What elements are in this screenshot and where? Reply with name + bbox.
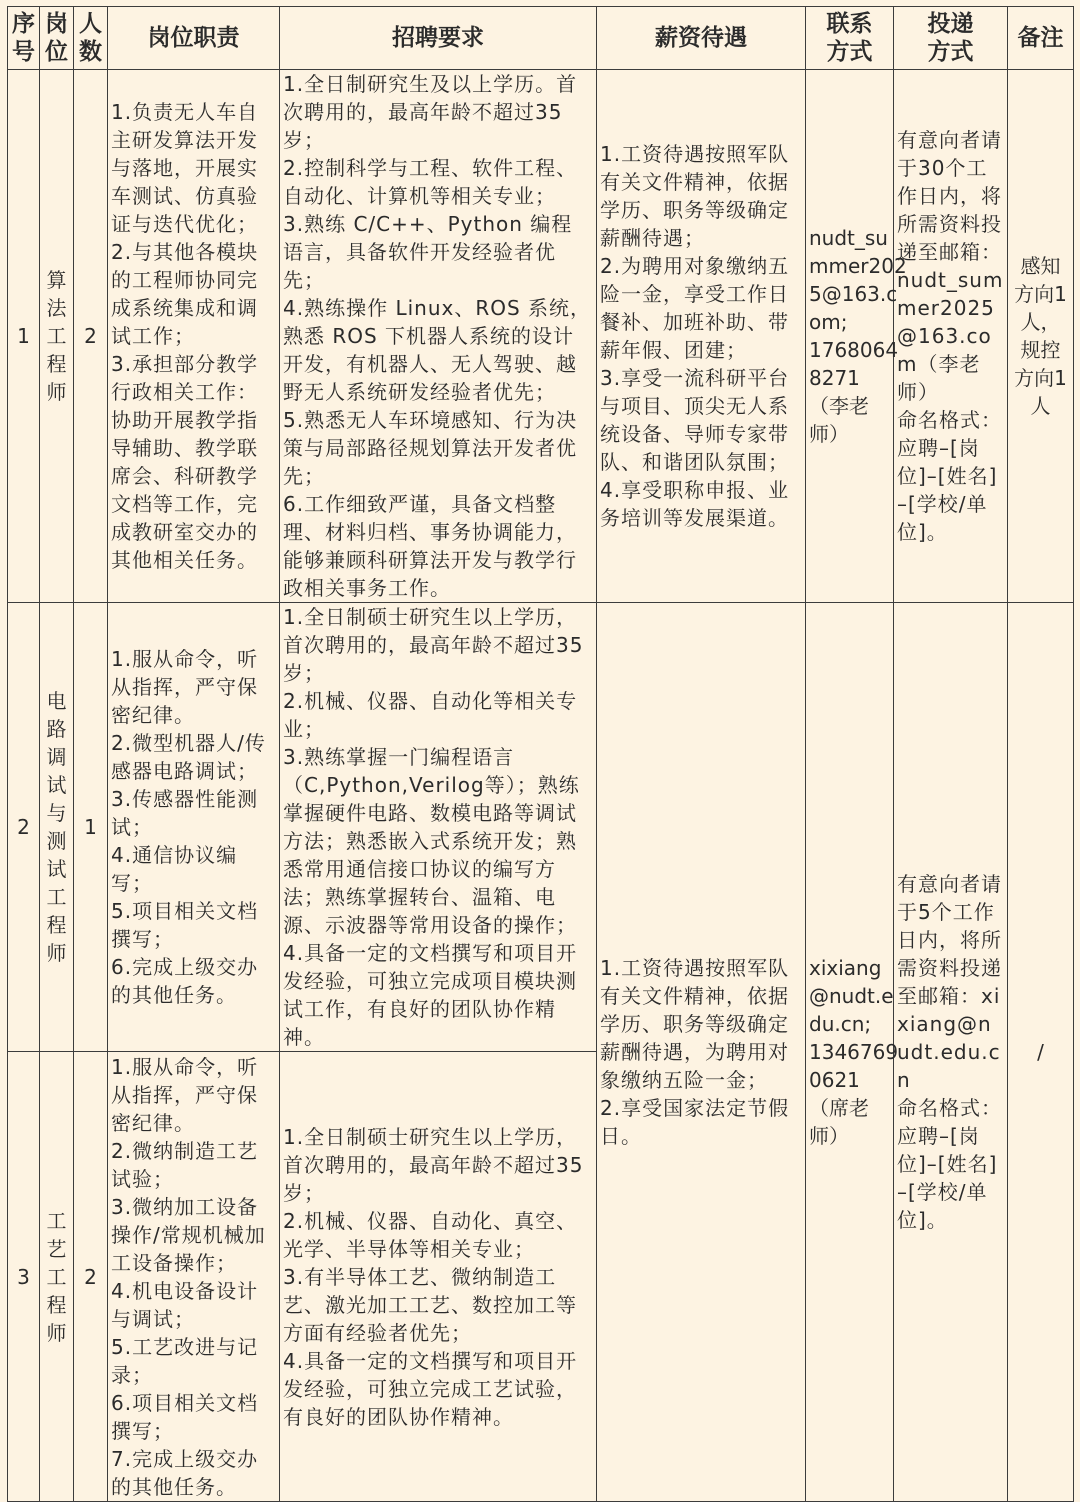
row-requirements: 1.全日制研究生及以上学历。首次聘用的，最高年龄不超过35岁； 2.控制科学与工程、软件工程、自动化、计算机等相关专业； 3.熟练 C/C++、Python 编程语言，具备软件开发经验者优先； 4.熟练操作 Linux、ROS 系统，熟悉 ROS 下机器人系统的设计开发，有机器人、无人驾驶、越野无人系统研发经验者优先； 5.熟悉无人车环境感知、行为决策与局部路径规划算法开发者优先； 6.工作细致严谨，具备文档整理、材料归档、事务协调能力，能够兼顾科研算法开发与教学行政相关事务工作。 [283, 72, 592, 600]
header-salary: 薪资待遇 [655, 25, 747, 51]
header-row [8, 7, 1074, 70]
row-salary: 1.工资待遇按照军队有关文件精神，依据学历、职务等级确定薪酬待遇； 2.为聘用对象缴纳五险一金，享受工作日餐补、加班补助、带薪年假、团建； 3.享受一流科研平台与项目、顶尖无人系统设备、导师专家带队、和谐团队氛围； 4.享受职称申报、业务培训等发展渠道。 [600, 142, 790, 530]
row-position: 算 法 工 程 师 [46, 268, 67, 404]
header-count: 人 数 [79, 11, 102, 65]
header-seq: 序 号 [12, 11, 35, 65]
row-requirements: 1.全日制硕士研究生以上学历，首次聘用的，最高年龄不超过35岁； 2.机械、仪器、自动化等相关专业； 3.熟练掌握一门编程语言（C,Python,Verilog等）；熟练掌握硬件电路、数模电路等调试方法；熟悉嵌入式系统开发；熟悉常用通信接口协议的编写方法；熟练掌握转台、温箱、电源、示波器等常用设备的操作； 4.具备一定的文档撰写和项目开发经验，可独立完成项目模块测试工作，有良好的团队协作精神。 [283, 605, 584, 1049]
header-delivery: 投递 方式 [927, 11, 974, 65]
header-duties: 岗位职责 [147, 25, 240, 51]
row-contact: nudt_su mmer202 5@163.c om; 1768064 8271 （李老 师） [809, 226, 907, 446]
row-duties: 1.服从命令，听从指挥，严守保密纪律。 2.微型机器人/传感器电路调试； 3.传感器性能测试； 4.通信协议编写； 5.项目相关文档撰写； 6.完成上级交办的其他任务。 [111, 647, 266, 1007]
row-count: 2 [84, 1264, 97, 1289]
row-duties: 1.服从命令，听从指挥，严守保密纪律。 2.微纳制造工艺试验； 3.微纳加工设备操作/常规机械加工设备操作； 4.机电设备设计与调试； 5.工艺改进与记录； 6.项目相关文档撰写； 7.完成上级交办的其他任务。 [111, 1054, 266, 1499]
row-salary: 1.工资待遇按照军队有关文件精神，依据学历、职务等级确定薪酬待遇，为聘用对象缴纳五险一金； 2.享受国家法定节假日。 [600, 956, 790, 1148]
row-requirements: 1.全日制硕士研究生以上学历，首次聘用的，最高年龄不超过35岁； 2.机械、仪器、自动化、真空、光学、半导体等相关专业； 3.有半导体工艺、微纳制造工艺、激光加工工艺、数控加工等方面有经验者优先； 4.具备一定的文档撰写和项目开发经验，可独立完成工艺试验，有良好的团队协作精神。 [283, 1124, 584, 1429]
row-count: 1 [84, 815, 97, 839]
row-delivery: 有意向者请于30个工作日内，将所需资料投递至邮箱：nudt_summer2025@163.com（李老师） 命名格式：应聘–[岗位]–[姓名]–[学校/单位]。 [897, 128, 1004, 544]
row-position: 工 艺 工 程 师 [46, 1208, 67, 1345]
table-row [8, 603, 1074, 1052]
row-position: 电 路 调 试 与 测 试 工 程 师 [46, 689, 67, 965]
row-count: 2 [84, 324, 97, 348]
header-requirements: 招聘要求 [392, 25, 484, 51]
row-seq: 1 [17, 324, 30, 348]
row-seq: 2 [17, 815, 30, 839]
row-seq: 3 [17, 1264, 30, 1289]
table-row [8, 70, 1074, 603]
row-contact: xixiang @nudt.e du.cn; 1346769 0621 （席老 师） [809, 956, 899, 1148]
row-remark: 感知 方向1 人， 规控 方向1 人 [1014, 254, 1067, 418]
header-position: 岗 位 [45, 11, 68, 65]
recruitment-table [7, 6, 1074, 1502]
header-contact: 联系 方式 [826, 11, 873, 65]
row-delivery: 有意向者请于5个工作日内，将所需资料投递至邮箱：xixiang@nudt.edu.cn 命名格式：应聘–[岗位]–[姓名]–[学校/单位]。 [897, 872, 1002, 1232]
row-duties: 1.负责无人车自主研发算法开发与落地，开展实车测试、仿真验证与迭代优化； 2.与其他各模块的工程师协同完成系统集成和调试工作； 3.承担部分教学行政相关工作：协助开展教学指导辅助、教学联席会、科研教学文档等工作，完成教研室交办的其他相关任务。 [111, 100, 259, 572]
row-remark: / [1037, 1040, 1044, 1064]
header-remark: 备注 [1017, 25, 1064, 51]
